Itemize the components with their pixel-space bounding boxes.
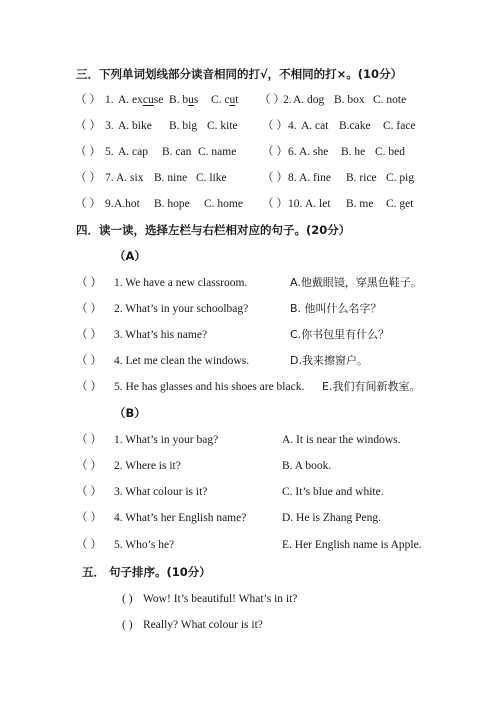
answer-blank[interactable]: （ ） (76, 539, 102, 551)
section4-a-row-1: （ ） 1. We have a new classroom. A.他戴眼镜，穿黑色鞋子。 (0, 273, 500, 293)
answer-blank[interactable]: （ ） (262, 172, 288, 184)
answer-blank[interactable]: （ ） (76, 355, 102, 367)
answer-blank[interactable]: （ ） (76, 486, 102, 498)
answer-blank[interactable]: （ ） (75, 94, 101, 106)
answer-blank[interactable]: （ ） (75, 198, 101, 210)
section4-b-row-5: （ ） 5. Who’s he? E. Her English name is Apple. (0, 535, 500, 555)
answer-blank[interactable]: （ ） (262, 198, 288, 210)
answer-blank[interactable]: （ ） (76, 460, 102, 472)
answer-blank[interactable]: ( ) (122, 619, 133, 631)
option-a: A. excuse (118, 94, 164, 106)
section4-a-row-2: （ ） 2. What’s in your schoolbag? B. 他叫什么名字？ (0, 299, 500, 319)
section3-row-2: （ ） 3. A. bike B. big C. kite （ ） 4. A. cat B.cake C. face (0, 116, 500, 136)
answer-blank[interactable]: （ ） (76, 303, 102, 315)
answer-blank[interactable]: （ ） (75, 120, 101, 132)
section5-title: 五． 句子排序。(10分） (82, 565, 211, 579)
section4-part-b-label: （B） (114, 406, 146, 420)
section4-a-row-4: （ ） 4. Let me clean the windows. D.我来擦窗户。 (0, 351, 500, 371)
section5-row-2: ( ) Really? What colour is it? (0, 615, 500, 635)
section4-b-row-4: （ ） 4. What’s her English name? D. He is Zhang Peng. (0, 508, 500, 528)
answer-blank[interactable]: （ ） (76, 512, 102, 524)
section4-part-a-label: （A） (114, 249, 146, 263)
section4-b-row-3: （ ） 3. What colour is it? C. It’s blue and white. (0, 482, 500, 502)
section5-row-1: ( ) Wow! It’s beautiful! What’s in it? (0, 589, 500, 609)
answer-blank[interactable]: （ ） (76, 434, 102, 446)
section3-row-4: （ ） 7. A. six B. nine C. like （ ） 8. A. fine B. rice C. pig (0, 168, 500, 188)
answer-blank[interactable]: （ ） (75, 146, 101, 158)
answer-blank[interactable]: （ ） (76, 277, 102, 289)
section4-a-row-3: （ ） 3. What’s his name? C.你书包里有什么？ (0, 325, 500, 345)
section3-row-5: （ ） 9. A.hot B. hope C. home （ ） 10. A. let B. me C. get (0, 194, 500, 214)
answer-blank[interactable]: （ ） (76, 329, 102, 341)
section4-b-row-1: （ ） 1. What’s in your bag? A. It is near the windows. (0, 430, 500, 450)
section3-row-1: （ ） 1. A. excuse B. bus C. cut （ ） 2. A. dog B. box C. note (0, 90, 500, 110)
section4-a-row-5: （ ） 5. He has glasses and his shoes are black. E.我们有间新教室。 (0, 377, 500, 397)
answer-blank[interactable]: （ ） (262, 120, 288, 132)
answer-blank[interactable]: （ ） (76, 381, 102, 393)
answer-blank[interactable]: （ ） (75, 172, 101, 184)
section3-title: 三．下列单词划线部分读音相同的打√，不相同的打×。(10分） (76, 67, 403, 81)
option-b: B. bus (169, 94, 199, 106)
answer-blank[interactable]: （ ） (259, 94, 285, 106)
section4-b-row-2: （ ） 2. Where is it? B. A book. (0, 456, 500, 476)
section4-title: 四．读一读，选择左栏与右栏相对应的句子。(20分） (76, 223, 351, 237)
section3-row-3: （ ） 5. A. cap B. can C. name （ ） 6. A. she B. he C. bed (0, 142, 500, 162)
answer-blank[interactable]: （ ） (262, 146, 288, 158)
option-c: C. cut (211, 94, 239, 106)
answer-blank[interactable]: ( ) (122, 593, 133, 605)
